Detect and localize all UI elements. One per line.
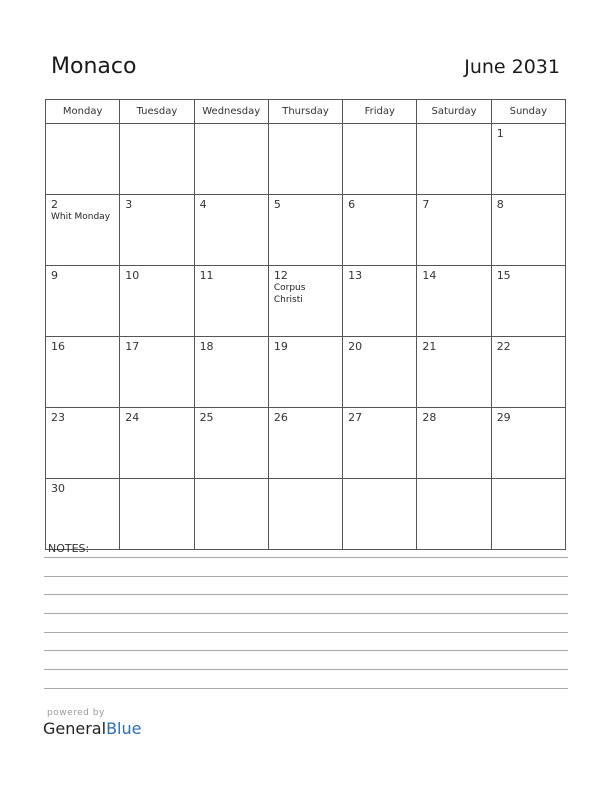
calendar-day-cell: [194, 266, 268, 337]
day-number: 20: [348, 340, 363, 353]
weekday-header: Saturday: [417, 100, 491, 124]
day-number: 6: [348, 198, 356, 211]
day-number: 5: [273, 198, 281, 211]
calendar-week-row: [46, 408, 566, 479]
calendar-day-cell: [120, 124, 194, 195]
weekday-header-row: [46, 100, 566, 124]
calendar-day-cell: [46, 124, 120, 195]
calendar-day-cell: [343, 124, 417, 195]
calendar-day-cell: [194, 195, 268, 266]
calendar-day-cell: [120, 337, 194, 408]
calendar-day-cell: [417, 408, 491, 479]
calendar-day-cell: [491, 266, 565, 337]
day-number: 3: [125, 198, 133, 211]
weekday-header: Friday: [343, 100, 417, 124]
day-number: 4: [199, 198, 207, 211]
calendar-day-cell: [120, 195, 194, 266]
note-line: [44, 613, 568, 614]
calendar-day-cell: [46, 408, 120, 479]
calendar-day-cell: [46, 337, 120, 408]
day-number: 15: [496, 269, 511, 282]
day-number: 24: [125, 411, 140, 424]
calendar-day-cell: [268, 479, 342, 550]
day-number: 25: [199, 411, 214, 424]
note-line: [44, 688, 568, 689]
calendar-week-row: [46, 337, 566, 408]
note-line: [44, 576, 568, 577]
weekday-header: Tuesday: [120, 100, 194, 124]
weekday-header: Monday: [46, 100, 120, 124]
note-line: [44, 594, 568, 595]
calendar-week-row: [46, 124, 566, 195]
day-number: 11: [199, 269, 214, 282]
calendar-week-row: [46, 479, 566, 550]
calendar-day-cell: [491, 337, 565, 408]
note-line: [44, 632, 568, 633]
calendar-week-row: [46, 195, 566, 266]
day-number: 29: [496, 411, 511, 424]
calendar-day-cell: [491, 124, 565, 195]
calendar-day-cell: [194, 124, 268, 195]
holiday-label: Corpus Christi: [273, 283, 306, 305]
brand-name-part1: General: [43, 719, 107, 738]
calendar-day-cell: [46, 195, 120, 266]
day-number: 28: [422, 411, 437, 424]
calendar-day-cell: [194, 408, 268, 479]
brand-name-part2: Blue: [106, 719, 142, 738]
calendar-day-cell: [268, 266, 342, 337]
calendar-day-cell: [417, 124, 491, 195]
calendar-day-cell: [417, 479, 491, 550]
day-number: 23: [51, 411, 65, 424]
calendar-day-cell: [417, 337, 491, 408]
day-number: 12: [273, 269, 288, 282]
weekday-header: Wednesday: [194, 100, 268, 124]
calendar-day-cell: [194, 337, 268, 408]
calendar-week-row: [46, 266, 566, 337]
calendar-day-cell: [46, 266, 120, 337]
calendar-day-cell: [194, 479, 268, 550]
calendar-day-cell: [417, 195, 491, 266]
calendar-day-cell: [491, 408, 565, 479]
calendar-day-cell: [268, 124, 342, 195]
day-number: 2: [51, 198, 58, 211]
calendar-day-cell: [268, 408, 342, 479]
day-number: 10: [125, 269, 140, 282]
day-number: 8: [496, 198, 504, 211]
weekday-header: Thursday: [268, 100, 342, 124]
day-number: 19: [273, 340, 288, 353]
calendar-day-cell: [343, 266, 417, 337]
calendar-day-cell: [268, 195, 342, 266]
powered-by-text: powered by: [47, 708, 105, 718]
day-number: 9: [51, 269, 58, 282]
calendar-day-cell: [343, 479, 417, 550]
notes-label: NOTES:: [48, 542, 90, 555]
holiday-label: Whit Monday: [51, 212, 111, 222]
day-number: 30: [51, 482, 65, 495]
day-number: 26: [273, 411, 288, 424]
day-number: 16: [51, 340, 65, 353]
day-number: 17: [125, 340, 140, 353]
day-number: 22: [496, 340, 511, 353]
calendar-day-cell: [343, 408, 417, 479]
brand-name: [43, 719, 141, 738]
note-line: [44, 669, 568, 670]
note-line: [44, 557, 568, 558]
calendar-grid: [45, 99, 566, 550]
calendar-day-cell: [120, 479, 194, 550]
day-number: 7: [422, 198, 430, 211]
calendar-day-cell: [268, 337, 342, 408]
calendar-day-cell: [417, 266, 491, 337]
calendar-day-cell: [120, 266, 194, 337]
calendar-day-cell: [491, 479, 565, 550]
brand-logo: [43, 708, 141, 738]
country-title: Monaco: [51, 54, 137, 79]
calendar-day-cell: [120, 408, 194, 479]
day-number: 27: [348, 411, 363, 424]
day-number: 1: [496, 127, 504, 140]
day-number: 18: [199, 340, 214, 353]
calendar-day-cell: [343, 195, 417, 266]
calendar-day-cell: [343, 337, 417, 408]
day-number: 21: [422, 340, 437, 353]
calendar-day-cell: [491, 195, 565, 266]
day-number: 13: [348, 269, 363, 282]
calendar-day-cell: [46, 479, 120, 550]
note-line: [44, 650, 568, 651]
weekday-header: Sunday: [491, 100, 565, 124]
month-year-title: June 2031: [464, 56, 560, 78]
day-number: 14: [422, 269, 437, 282]
